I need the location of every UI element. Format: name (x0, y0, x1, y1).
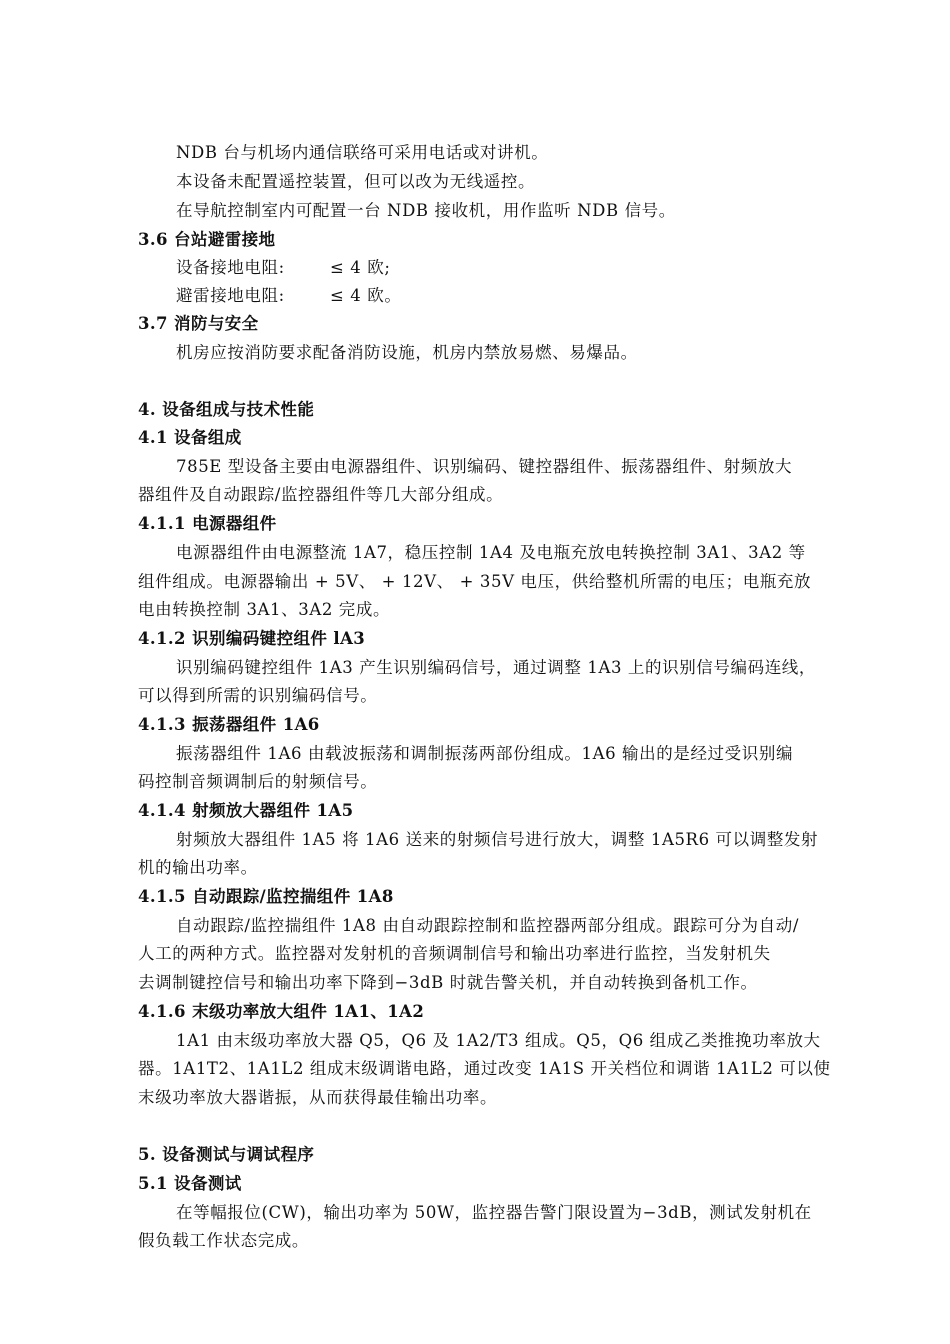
paragraph-4-1-2-line1: 识别编码键控组件 1A3 产生识别编码信号，通过调整 1A3 上的识别信号编码连线， (176, 658, 817, 677)
ground-resistance-row (176, 257, 576, 279)
paragraph-4-1-3-line2: 码控制音频调制后的射频信号。 (138, 772, 378, 791)
paragraph-4-1-5-line3: 去调制键控信号和输出功率下降到−3dB 时就告警关机，并自动转换到备机工作。 (138, 973, 758, 992)
paragraph-receiver: 在导航控制室内可配置一台 NDB 接收机，用作监听 NDB 信号。 (176, 201, 676, 220)
paragraph-4-1-1-line3: 电由转换控制 3A1、3A2 完成。 (138, 600, 391, 619)
paragraph-ndb-phone: NDB 台与机场内通信联络可采用电话或对讲机。 (176, 143, 549, 162)
lightning-resistance-value: ≤ 4 欧。 (330, 286, 402, 305)
paragraph-4-1-2-line2: 可以得到所需的识别编码信号。 (138, 686, 378, 705)
paragraph-4-1-6-line1: 1A1 由末级功率放大器 Q5，Q6 及 1A2/T3 组成。Q5，Q6 组成乙类推挽功率放大 (176, 1031, 821, 1050)
paragraph-4-1-1-line1: 电源器组件由电源整流 1A7，稳压控制 1A4 及电瓶充放电转换控制 3A1、3A2 等 (176, 543, 806, 562)
paragraph-fire: 机房应按消防要求配备消防设施，机房内禁放易燃、易爆品。 (176, 343, 638, 362)
heading-3-7: 3.7 消防与安全 (138, 314, 259, 333)
lightning-resistance-label: 避雷接地电阻: (176, 286, 285, 305)
heading-5: 5. 设备测试与调试程序 (138, 1145, 315, 1164)
paragraph-4-1-3-line1: 振荡器组件 1A6 由载波振荡和调制振荡两部份组成。1A6 输出的是经过受识别编 (176, 744, 794, 763)
heading-3-6: 3.6 台站避雷接地 (138, 230, 276, 249)
paragraph-remote: 本设备未配置遥控装置，但可以改为无线遥控。 (176, 172, 536, 191)
heading-4: 4. 设备组成与技术性能 (138, 400, 315, 419)
paragraph-4-1-6-line3: 末级功率放大器谐振，从而获得最佳输出功率。 (138, 1088, 498, 1107)
paragraph-4-1-6-line2: 器。1A1T2、1A1L2 组成末级调谐电路，通过改变 1A1S 开关档位和调谐 1A1L2 可以使 (138, 1059, 831, 1078)
paragraph-5-1-line2: 假负载工作状态完成。 (138, 1231, 309, 1250)
heading-4-1: 4.1 设备组成 (138, 428, 242, 447)
paragraph-4-1-5-line2: 人工的两种方式。监控器对发射机的音频调制信号和输出功率进行监控，当发射机失 (138, 944, 771, 963)
paragraph-4-1-5-line1: 自动跟踪/监控揣组件 1A8 由自动跟踪控制和监控器两部分组成。跟踪可分为自动/ (176, 916, 800, 935)
ground-resistance-label: 设备接地电阻: (176, 258, 285, 277)
paragraph-5-1-line1: 在等幅报位(CW)，输出功率为 50W，监控器告警门限设置为−3dB，测试发射机在 (176, 1203, 812, 1222)
paragraph-4-1-line2: 器组件及自动跟踪/监控器组件等几大部分组成。 (138, 485, 504, 504)
paragraph-4-1-4-line2: 机的输出功率。 (138, 858, 258, 877)
heading-4-1-1: 4.1.1 电源器组件 (138, 514, 277, 533)
heading-4-1-4: 4.1.4 射频放大器组件 1A5 (138, 801, 354, 820)
heading-4-1-6: 4.1.6 末级功率放大组件 1A1、1A2 (138, 1002, 425, 1021)
heading-4-1-5: 4.1.5 自动跟踪/监控揣组件 1A8 (138, 887, 394, 906)
paragraph-4-1-1-line2: 组件组成。电源器输出 + 5V、 + 12V、 + 35V 电压，供给整机所需的电压；电瓶充放 (138, 572, 812, 591)
paragraph-4-1-line1: 785E 型设备主要由电源器组件、识别编码、键控器组件、振荡器组件、射频放大 (176, 457, 793, 476)
heading-4-1-2: 4.1.2 识别编码键控组件 lA3 (138, 629, 366, 648)
heading-4-1-3: 4.1.3 振荡器组件 1A6 (138, 715, 320, 734)
lightning-resistance-row (176, 285, 576, 307)
paragraph-4-1-4-line1: 射频放大器组件 1A5 将 1A6 送来的射频信号进行放大，调整 1A5R6 可以调整发射 (176, 830, 819, 849)
ground-resistance-value: ≤ 4 欧; (330, 258, 391, 277)
heading-5-1: 5.1 设备测试 (138, 1174, 242, 1193)
